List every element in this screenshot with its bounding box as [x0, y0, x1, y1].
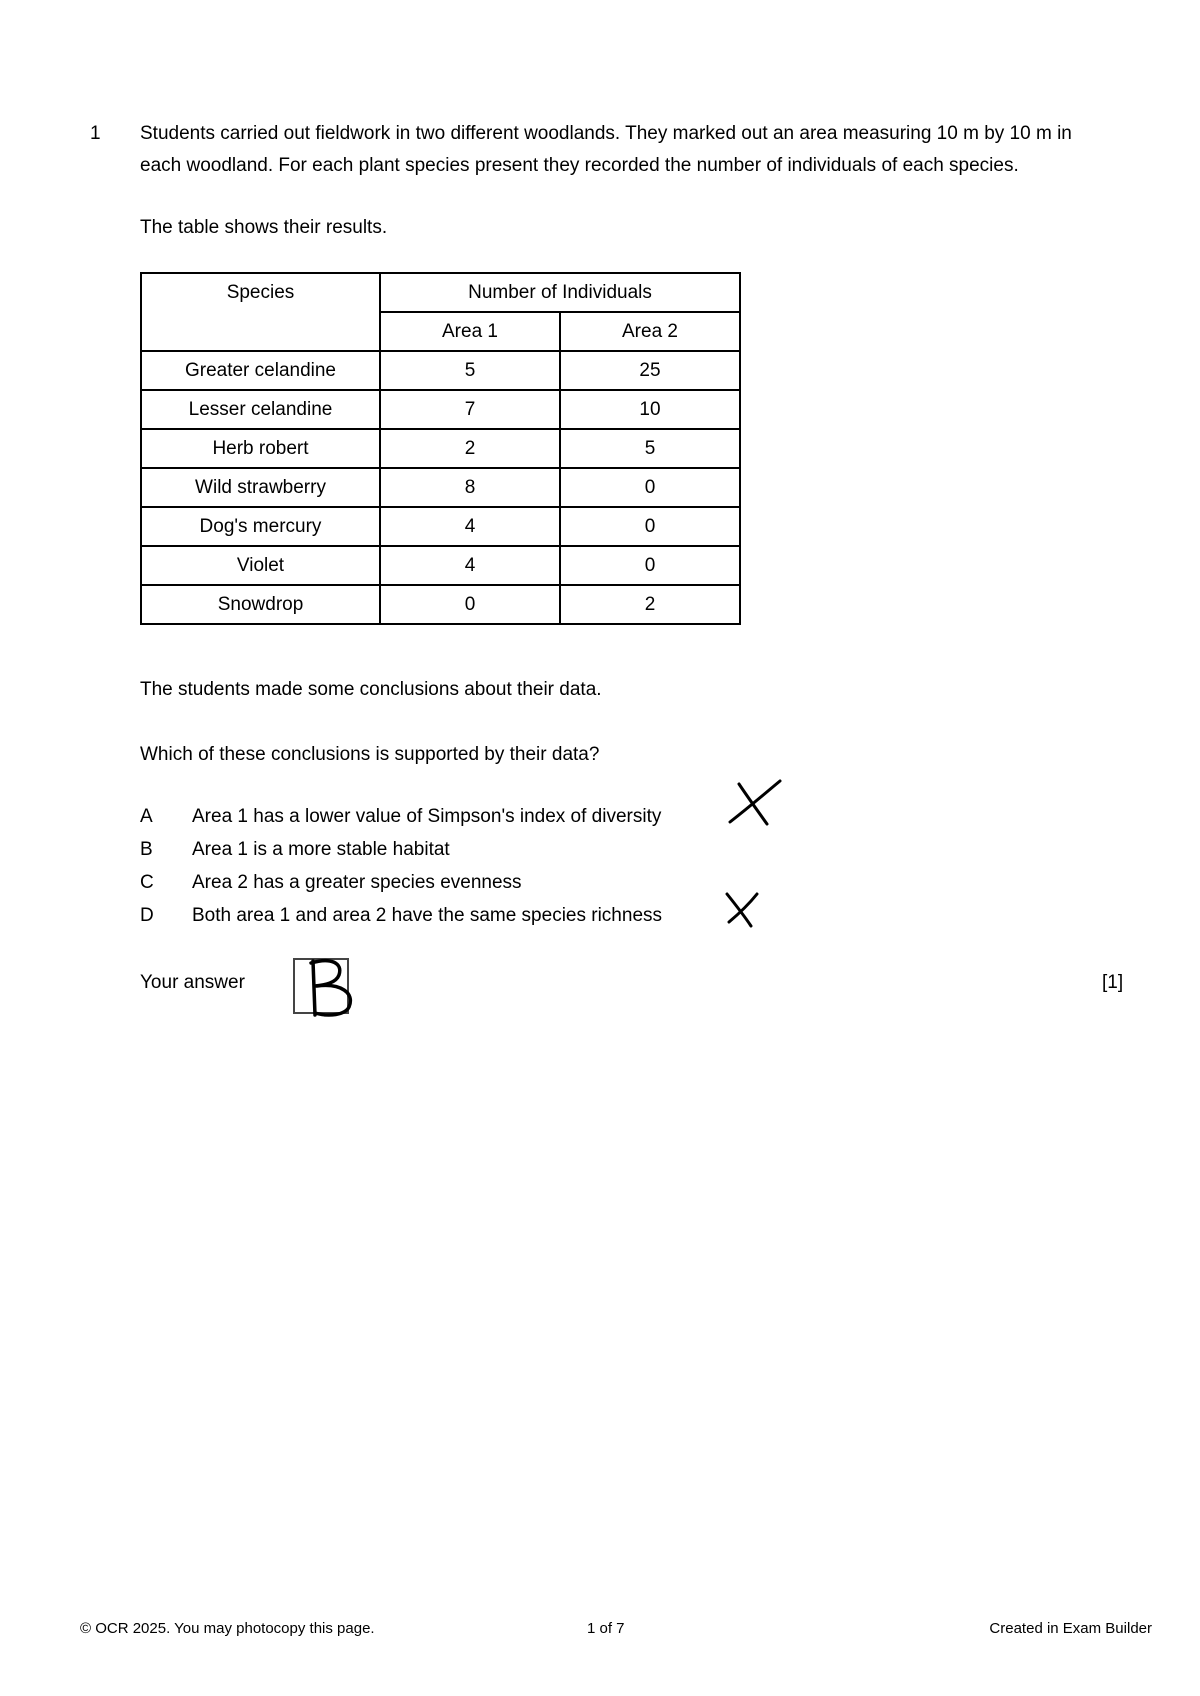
cell-area1: 4	[380, 507, 560, 546]
footer-copyright: © OCR 2025. You may photocopy this page.	[80, 1620, 375, 1637]
cell-species: Violet	[141, 546, 380, 585]
table-row	[141, 429, 740, 468]
table-row	[141, 351, 740, 390]
table-header-row	[141, 273, 740, 312]
results-table	[140, 272, 741, 625]
cell-area2: 10	[560, 390, 740, 429]
cell-area1: 0	[380, 585, 560, 624]
cell-species: Lesser celandine	[141, 390, 380, 429]
option-letter: C	[140, 872, 154, 893]
cell-species: Wild strawberry	[141, 468, 380, 507]
cell-area2: 0	[560, 546, 740, 585]
option-text: Area 1 has a lower value of Simpson's index of diversity	[192, 806, 662, 827]
option-text: Area 2 has a greater species evenness	[192, 872, 522, 893]
cross-mark-icon	[723, 890, 763, 930]
header-number-of-individuals: Number of Individuals	[380, 273, 740, 312]
question-intro	[140, 118, 1150, 182]
cell-area2: 2	[560, 585, 740, 624]
header-area-2: Area 2	[560, 312, 740, 351]
table-row	[141, 585, 740, 624]
cell-area1: 7	[380, 390, 560, 429]
cell-area1: 2	[380, 429, 560, 468]
option-text: Both area 1 and area 2 have the same species richness	[192, 905, 663, 926]
option-letter: B	[140, 839, 153, 860]
marks-available: [1]	[1102, 972, 1124, 993]
footer-page-number: 1 of 7	[587, 1620, 625, 1637]
table-row	[141, 507, 740, 546]
option-text: Area 1 is a more stable habitat	[192, 839, 450, 860]
table-row	[141, 468, 740, 507]
header-area-1: Area 1	[380, 312, 560, 351]
cell-species: Snowdrop	[141, 585, 380, 624]
footer-created-by: Created in Exam Builder	[989, 1620, 1152, 1637]
cell-area2: 5	[560, 429, 740, 468]
cell-species: Herb robert	[141, 429, 380, 468]
cross-mark-icon	[725, 778, 785, 830]
conclusions-text: The students made some conclusions about their data.	[140, 679, 602, 700]
handwritten-answer-b	[305, 955, 363, 1021]
question-prompt: Which of these conclusions is supported by their data?	[140, 744, 600, 765]
header-species: Species	[141, 273, 380, 351]
cell-area1: 8	[380, 468, 560, 507]
intro-line-1: Students carried out fieldwork in two different woodlands. They marked out an area measuring 10 m by 10 m in	[140, 123, 1072, 144]
your-answer-label: Your answer	[140, 972, 245, 993]
intro-line-2: each woodland. For each plant species present they recorded the number of individuals of each species.	[140, 155, 1019, 176]
cell-species: Dog's mercury	[141, 507, 380, 546]
cell-species: Greater celandine	[141, 351, 380, 390]
cell-area1: 4	[380, 546, 560, 585]
table-row	[141, 390, 740, 429]
question-number: 1	[90, 123, 101, 144]
cell-area2: 0	[560, 507, 740, 546]
cell-area2: 25	[560, 351, 740, 390]
cell-area1: 5	[380, 351, 560, 390]
table-intro-text: The table shows their results.	[140, 217, 388, 238]
option-letter: D	[140, 905, 154, 926]
table-row	[141, 546, 740, 585]
cell-area2: 0	[560, 468, 740, 507]
option-letter: A	[140, 806, 153, 827]
